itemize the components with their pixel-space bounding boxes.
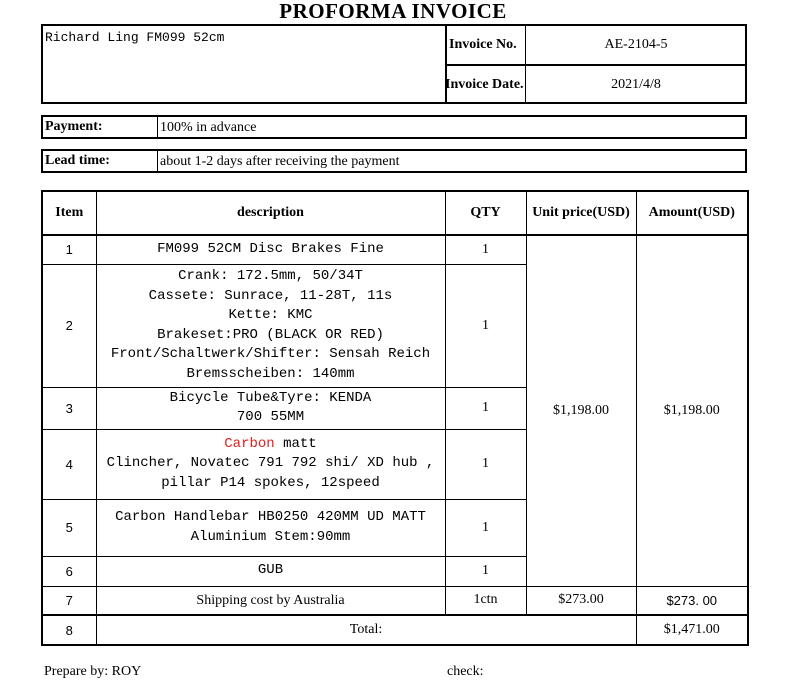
page-title: PROFORMA INVOICE: [279, 0, 507, 23]
description-text: matt: [274, 435, 317, 452]
shipping-qty: 1ctn: [445, 586, 526, 615]
invoice-date-label: Invoice Date.: [445, 77, 524, 92]
item-qty: 1: [445, 387, 526, 429]
header-amount: Amount(USD): [636, 191, 748, 235]
item-description: [96, 556, 445, 586]
invoice-no-value: AE-2104-5: [604, 37, 668, 52]
item-qty: 1: [445, 235, 526, 264]
item-qty: 1: [445, 264, 526, 387]
description-line: FM099 52CM Disc Brakes Fine: [157, 241, 384, 257]
item-qty: 1: [445, 429, 526, 499]
shipping-amount: $273. 00: [636, 586, 748, 615]
items-table: [41, 190, 749, 646]
total-label: Total:: [96, 615, 636, 645]
item-number: 6: [42, 556, 96, 586]
invoice-date-value: 2021/4/8: [611, 77, 661, 92]
shipping-description: Shipping cost by Australia: [96, 586, 445, 615]
item-number: 2: [42, 264, 96, 387]
item-description: [96, 264, 445, 387]
item-qty: 1: [445, 556, 526, 586]
item-description: [96, 499, 445, 556]
lead-time-label: Lead time:: [45, 153, 110, 168]
description-line: pillar P14 spokes, 12speed: [161, 474, 380, 491]
description-line: Brakeset:PRO (BLACK OR RED): [157, 326, 384, 343]
item-number: 3: [42, 387, 96, 429]
payment-row: [41, 115, 747, 139]
item-qty: 1: [445, 499, 526, 556]
invoice-header: [41, 24, 747, 104]
invoice-no-label: Invoice No.: [449, 37, 517, 52]
lead-time-value: about 1-2 days after receiving the payment: [160, 154, 400, 169]
description-line: 700 55MM: [236, 409, 305, 425]
description-line: Bremsscheiben: 140mm: [186, 365, 355, 382]
check-label: check:: [447, 664, 484, 679]
table-header-row: [42, 191, 748, 235]
customer-line: Richard Ling FM099 52cm: [45, 30, 225, 45]
table-row: [42, 235, 748, 264]
total-amount: $1,471.00: [636, 615, 748, 645]
description-line: Aluminium Stem:90mm: [190, 528, 351, 545]
unit-price-cell: $1,198.00: [526, 235, 636, 586]
description-line: Cassete: Sunrace, 11-28T, 11s: [148, 287, 393, 304]
divider: [157, 151, 158, 171]
prepared-by: Prepare by: ROY: [44, 664, 142, 679]
item-number: 5: [42, 499, 96, 556]
item-number: 1: [42, 235, 96, 264]
payment-label: Payment:: [45, 119, 103, 134]
item-description: [96, 429, 445, 499]
description-line: Bicycle Tube&Tyre: KENDA: [169, 389, 372, 406]
table-row: [42, 586, 748, 615]
highlight-text: Carbon: [224, 435, 275, 452]
payment-value: 100% in advance: [160, 120, 257, 135]
description-line: [97, 435, 445, 455]
item-description: [96, 235, 445, 264]
description-line: Kette: KMC: [228, 307, 313, 323]
item-number: 7: [42, 586, 96, 615]
total-row: [42, 615, 748, 645]
item-number: 8: [42, 615, 96, 645]
amount-cell: $1,198.00: [636, 235, 748, 586]
description-line: Crank: 172.5mm, 50/34T: [178, 268, 363, 284]
divider: [157, 117, 158, 137]
description-line: Carbon Handlebar HB0250 420MM UD MATT: [115, 509, 426, 525]
description-line: Clincher, Novatec 791 792 shi/ XD hub ,: [106, 455, 435, 472]
header-description: description: [96, 191, 445, 235]
lead-time-row: [41, 149, 747, 173]
item-number: 4: [42, 429, 96, 499]
item-description: [96, 387, 445, 429]
header-qty: QTY: [445, 191, 526, 235]
description-line: Front/Schaltwerk/Shifter: Sensah Reich: [110, 346, 431, 362]
divider: [445, 64, 745, 66]
header-item: Item: [42, 191, 96, 235]
shipping-unit-price: $273.00: [526, 586, 636, 615]
header-unit-price: Unit price(USD): [526, 191, 636, 235]
description-line: GUB: [257, 562, 284, 579]
